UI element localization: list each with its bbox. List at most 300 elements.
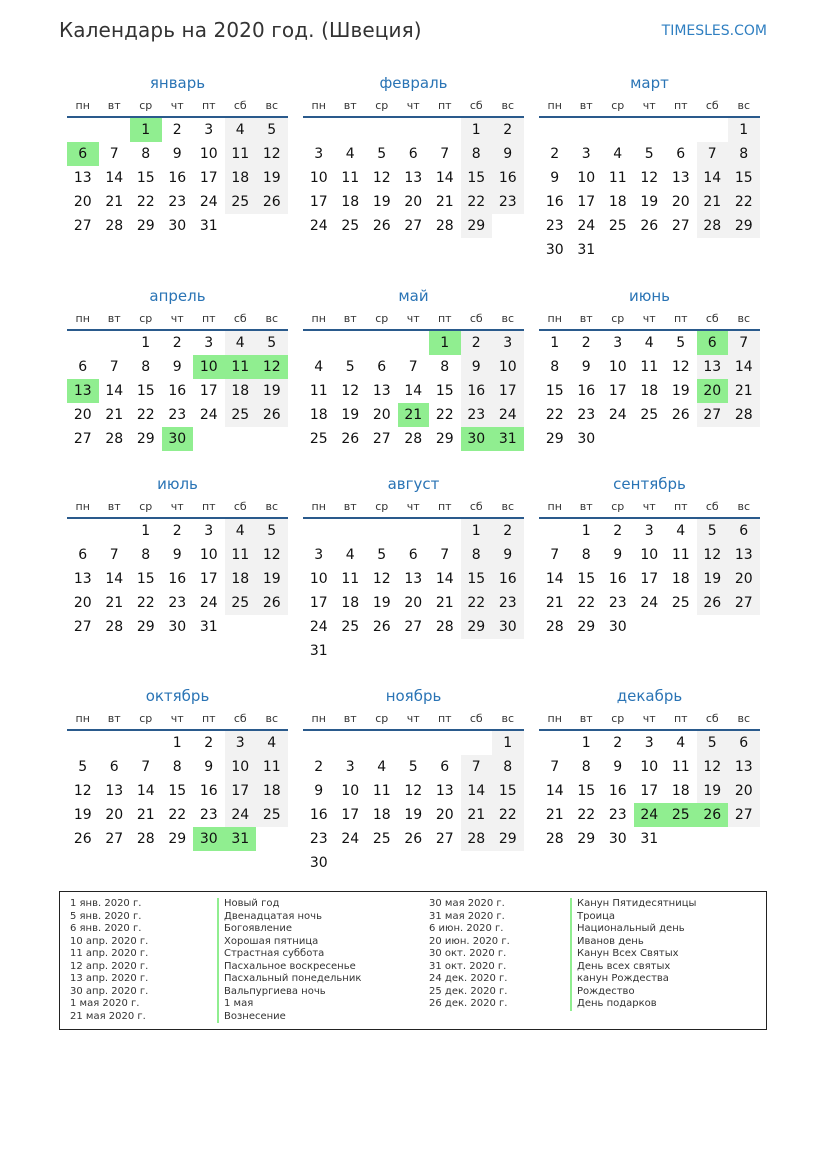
- day-cell: 29: [435, 431, 454, 447]
- weekday-label: вт: [107, 500, 121, 513]
- day-cell: 26: [372, 218, 391, 234]
- day-cell: 29: [492, 827, 524, 851]
- day-cell: 24: [199, 407, 218, 423]
- legend-date: 11 апр. 2020 г.: [70, 948, 149, 959]
- weekday-label: вс: [265, 312, 279, 325]
- weekday-header: [539, 497, 760, 519]
- day-cell: 8: [461, 543, 493, 567]
- month-title: февраль: [379, 74, 448, 92]
- month-2: [303, 72, 524, 238]
- day-cell: 27: [697, 403, 729, 427]
- weekday-label: ср: [611, 99, 625, 112]
- day-cell: 27: [73, 218, 92, 234]
- day-cell: 31: [577, 242, 596, 258]
- weekday-label: чт: [170, 312, 184, 325]
- day-cell: 14: [105, 571, 124, 587]
- day-cell: 3: [644, 735, 654, 751]
- day-cell: 30: [608, 619, 627, 635]
- legend-holiday-name: 1 мая: [217, 998, 361, 1011]
- month-title: май: [398, 287, 429, 305]
- legend-holiday-name: День подарков: [570, 998, 696, 1011]
- holiday-day: 21: [398, 403, 430, 427]
- day-cell: 18: [608, 194, 627, 210]
- day-cell: 20: [105, 807, 124, 823]
- day-cell: 17: [199, 383, 218, 399]
- day-cell: 2: [204, 735, 214, 751]
- day-cell: 21: [545, 595, 564, 611]
- day-cell: 28: [545, 619, 564, 635]
- legend-date: 6 янв. 2020 г.: [70, 923, 142, 934]
- day-cell: 14: [545, 571, 564, 587]
- day-cell: 14: [697, 166, 729, 190]
- day-cell: 11: [671, 547, 690, 563]
- day-cell: 4: [613, 146, 623, 162]
- day-cell: 26: [256, 591, 288, 615]
- day-cell: 27: [105, 831, 124, 847]
- day-cell: 7: [109, 146, 119, 162]
- day-cell: 19: [341, 407, 360, 423]
- weekday-label: чт: [642, 312, 656, 325]
- day-cell: 1: [581, 523, 591, 539]
- day-cell: 5: [345, 359, 355, 375]
- weekday-label: сб: [705, 99, 719, 112]
- empty-cell: [539, 731, 571, 755]
- day-cell: 8: [581, 759, 591, 775]
- legend-holiday-name: Вальпургиева ночь: [217, 986, 361, 999]
- day-cell: 17: [341, 807, 360, 823]
- legend-holiday-name: Хорошая пятница: [217, 936, 361, 949]
- empty-cell: [335, 731, 367, 755]
- holiday-day: 25: [665, 803, 697, 827]
- day-cell: 7: [408, 359, 418, 375]
- weekday-label: пт: [437, 99, 452, 112]
- day-cell: 21: [105, 194, 124, 210]
- day-cell: 23: [608, 807, 627, 823]
- day-cell: 30: [545, 242, 564, 258]
- empty-cell: [99, 731, 131, 755]
- legend-holiday-name: Вознесение: [217, 1011, 361, 1024]
- day-cell: 9: [550, 170, 560, 186]
- holiday-day: 1: [130, 118, 162, 142]
- day-cell: 30: [577, 431, 596, 447]
- day-cell: 17: [309, 595, 328, 611]
- day-cell: 2: [172, 523, 182, 539]
- empty-cell: [634, 118, 666, 142]
- day-grid: [67, 331, 288, 451]
- weekday-header: [67, 309, 288, 331]
- day-cell: 29: [168, 831, 187, 847]
- day-cell: 16: [168, 383, 187, 399]
- empty-cell: [398, 519, 430, 543]
- day-cell: 30: [492, 615, 524, 639]
- day-cell: 21: [697, 190, 729, 214]
- empty-cell: [398, 118, 430, 142]
- day-cell: 31: [309, 643, 328, 659]
- day-cell: 25: [640, 407, 659, 423]
- day-cell: 7: [109, 359, 119, 375]
- day-cell: 2: [172, 122, 182, 138]
- day-cell: 16: [168, 170, 187, 186]
- day-cell: 13: [404, 571, 423, 587]
- weekday-label: вт: [107, 99, 121, 112]
- month-title: март: [630, 74, 669, 92]
- day-cell: 20: [671, 194, 690, 210]
- day-cell: 22: [435, 407, 454, 423]
- empty-cell: [67, 331, 99, 355]
- day-cell: 3: [204, 335, 214, 351]
- month-title: август: [387, 475, 440, 493]
- weekday-label: вт: [343, 312, 357, 325]
- day-cell: 27: [671, 218, 690, 234]
- day-cell: 10: [309, 170, 328, 186]
- site-link[interactable]: TIMESLES.COM: [661, 23, 767, 39]
- legend-holiday-name: Национальный день: [570, 923, 696, 936]
- weekday-label: пн: [311, 99, 326, 112]
- day-cell: 26: [404, 831, 423, 847]
- day-cell: 28: [435, 619, 454, 635]
- empty-cell: [335, 118, 367, 142]
- day-cell: 1: [172, 735, 182, 751]
- day-cell: 7: [728, 331, 760, 355]
- weekday-label: вт: [579, 712, 593, 725]
- day-cell: 6: [728, 731, 760, 755]
- legend-holiday-name: Иванов день: [570, 936, 696, 949]
- weekday-label: пн: [547, 312, 562, 325]
- month-title: июнь: [628, 287, 671, 305]
- day-cell: 17: [199, 571, 218, 587]
- day-cell: 15: [728, 166, 760, 190]
- day-cell: 16: [461, 379, 493, 403]
- day-cell: 22: [577, 807, 596, 823]
- day-cell: 2: [550, 146, 560, 162]
- weekday-label: вт: [579, 99, 593, 112]
- day-cell: 12: [256, 142, 288, 166]
- day-cell: 25: [372, 831, 391, 847]
- day-cell: 22: [136, 407, 155, 423]
- day-grid: [539, 731, 760, 851]
- day-cell: 19: [372, 595, 391, 611]
- day-cell: 14: [105, 170, 124, 186]
- weekday-label: вс: [501, 99, 515, 112]
- weekday-header: [303, 96, 524, 118]
- weekday-label: ср: [375, 99, 389, 112]
- weekday-label: чт: [642, 99, 656, 112]
- empty-cell: [429, 519, 461, 543]
- day-cell: 15: [136, 170, 155, 186]
- weekday-label: пт: [201, 99, 216, 112]
- legend-holiday-name: Двенадцатая ночь: [217, 911, 361, 924]
- empty-cell: [366, 519, 398, 543]
- weekday-label: сб: [705, 500, 719, 513]
- day-cell: 23: [492, 591, 524, 615]
- weekday-label: пн: [75, 99, 90, 112]
- empty-cell: [335, 331, 367, 355]
- day-cell: 2: [492, 519, 524, 543]
- day-cell: 13: [671, 170, 690, 186]
- weekday-label: вс: [501, 712, 515, 725]
- month-title: январь: [149, 74, 206, 92]
- day-cell: 3: [644, 523, 654, 539]
- day-cell: 13: [697, 355, 729, 379]
- weekday-label: сб: [469, 712, 483, 725]
- day-cell: 18: [671, 571, 690, 587]
- legend-date: 1 янв. 2020 г.: [70, 898, 142, 909]
- day-cell: 18: [225, 379, 257, 403]
- empty-cell: [99, 519, 131, 543]
- day-cell: 27: [404, 619, 423, 635]
- weekday-label: вс: [501, 500, 515, 513]
- day-cell: 1: [581, 735, 591, 751]
- weekday-header: [539, 709, 760, 731]
- empty-cell: [130, 731, 162, 755]
- weekday-label: ср: [139, 500, 153, 513]
- weekday-label: пн: [75, 500, 90, 513]
- day-cell: 28: [404, 431, 423, 447]
- day-cell: 29: [136, 619, 155, 635]
- day-cell: 8: [141, 547, 151, 563]
- day-cell: 20: [435, 807, 454, 823]
- day-cell: 9: [204, 759, 214, 775]
- day-cell: 8: [141, 146, 151, 162]
- weekday-label: сб: [233, 312, 247, 325]
- day-cell: 21: [105, 595, 124, 611]
- weekday-label: вс: [265, 500, 279, 513]
- day-cell: 18: [640, 383, 659, 399]
- day-cell: 26: [341, 431, 360, 447]
- day-cell: 22: [577, 595, 596, 611]
- day-cell: 26: [256, 403, 288, 427]
- day-cell: 4: [676, 523, 686, 539]
- weekday-header: [539, 96, 760, 118]
- day-cell: 7: [141, 759, 151, 775]
- day-cell: 1: [461, 519, 493, 543]
- day-cell: 9: [461, 355, 493, 379]
- weekday-label: пт: [673, 712, 688, 725]
- month-title: ноябрь: [385, 687, 442, 705]
- day-cell: 23: [608, 595, 627, 611]
- legend-date: 30 окт. 2020 г.: [429, 948, 507, 959]
- day-cell: 18: [372, 807, 391, 823]
- day-cell: 7: [461, 755, 493, 779]
- empty-cell: [697, 118, 729, 142]
- weekday-label: вс: [737, 500, 751, 513]
- day-cell: 22: [728, 190, 760, 214]
- weekday-label: вс: [737, 712, 751, 725]
- day-cell: 29: [461, 615, 493, 639]
- month-5: [303, 285, 524, 451]
- weekday-label: вт: [579, 500, 593, 513]
- weekday-label: пн: [75, 712, 90, 725]
- day-cell: 27: [404, 218, 423, 234]
- legend-date: 10 апр. 2020 г.: [70, 935, 149, 947]
- month-title: октябрь: [145, 687, 210, 705]
- day-cell: 23: [492, 190, 524, 214]
- day-cell: 16: [492, 166, 524, 190]
- day-cell: 22: [461, 190, 493, 214]
- day-grid: [539, 519, 760, 639]
- weekday-label: сб: [233, 99, 247, 112]
- day-cell: 15: [492, 779, 524, 803]
- weekday-label: чт: [170, 500, 184, 513]
- day-cell: 29: [728, 214, 760, 238]
- legend-date: 24 дек. 2020 г.: [429, 973, 508, 984]
- legend-holiday-name: Богоявление: [217, 923, 361, 936]
- day-cell: 21: [435, 194, 454, 210]
- day-cell: 20: [728, 567, 760, 591]
- day-cell: 7: [550, 759, 560, 775]
- day-cell: 10: [225, 755, 257, 779]
- day-cell: 10: [577, 170, 596, 186]
- weekday-label: вт: [343, 712, 357, 725]
- day-cell: 28: [461, 827, 493, 851]
- day-cell: 8: [550, 359, 560, 375]
- holiday-legend: [59, 891, 767, 1030]
- legend-date: 1 мая 2020 г.: [70, 998, 140, 1009]
- day-cell: 8: [141, 359, 151, 375]
- holiday-day: 30: [162, 427, 194, 451]
- day-cell: 24: [309, 218, 328, 234]
- day-cell: 22: [545, 407, 564, 423]
- day-cell: 9: [613, 547, 623, 563]
- day-cell: 4: [225, 118, 257, 142]
- weekday-label: ср: [611, 712, 625, 725]
- day-cell: 20: [73, 595, 92, 611]
- legend-holiday-name: Рождество: [570, 986, 696, 999]
- weekday-label: пт: [673, 500, 688, 513]
- day-cell: 11: [671, 759, 690, 775]
- day-cell: 16: [608, 571, 627, 587]
- day-cell: 11: [640, 359, 659, 375]
- weekday-label: чт: [642, 712, 656, 725]
- day-cell: 13: [435, 783, 454, 799]
- day-cell: 17: [640, 571, 659, 587]
- day-cell: 26: [697, 591, 729, 615]
- holiday-day: 30: [193, 827, 225, 851]
- day-cell: 25: [309, 431, 328, 447]
- day-cell: 24: [225, 803, 257, 827]
- day-cell: 6: [408, 547, 418, 563]
- day-cell: 29: [545, 431, 564, 447]
- day-cell: 18: [256, 779, 288, 803]
- weekday-label: сб: [705, 712, 719, 725]
- day-cell: 15: [461, 567, 493, 591]
- weekday-header: [303, 309, 524, 331]
- day-cell: 16: [608, 783, 627, 799]
- day-cell: 7: [697, 142, 729, 166]
- day-cell: 4: [345, 146, 355, 162]
- day-cell: 30: [309, 855, 328, 871]
- weekday-label: ср: [375, 312, 389, 325]
- day-cell: 26: [256, 190, 288, 214]
- day-cell: 27: [73, 619, 92, 635]
- day-cell: 1: [550, 335, 560, 351]
- day-cell: 31: [199, 218, 218, 234]
- page-title: Календарь на 2020 год. (Швеция): [59, 18, 422, 42]
- day-cell: 24: [577, 218, 596, 234]
- weekday-label: пт: [201, 312, 216, 325]
- legend-date: 31 окт. 2020 г.: [429, 960, 507, 972]
- day-cell: 4: [314, 359, 324, 375]
- legend-date: 30 мая 2020 г.: [429, 898, 505, 909]
- day-cell: 16: [577, 383, 596, 399]
- day-cell: 3: [314, 146, 324, 162]
- weekday-header: [67, 709, 288, 731]
- day-cell: 28: [697, 214, 729, 238]
- legend-date: 31 мая 2020 г.: [429, 910, 505, 922]
- day-cell: 23: [168, 194, 187, 210]
- day-cell: 20: [73, 194, 92, 210]
- day-cell: 15: [136, 571, 155, 587]
- empty-cell: [67, 731, 99, 755]
- day-cell: 23: [545, 218, 564, 234]
- legend-date: 6 июн. 2020 г.: [429, 923, 504, 934]
- day-cell: 4: [644, 335, 654, 351]
- day-cell: 11: [256, 755, 288, 779]
- day-cell: 11: [225, 142, 257, 166]
- month-title: апрель: [149, 287, 206, 305]
- day-cell: 10: [199, 146, 218, 162]
- day-cell: 29: [577, 619, 596, 635]
- legend-holiday-name: канун Рождества: [570, 973, 696, 986]
- empty-cell: [571, 118, 603, 142]
- weekday-label: чт: [406, 712, 420, 725]
- day-cell: 20: [404, 595, 423, 611]
- legend-date: 26 дек. 2020 г.: [429, 998, 508, 1009]
- day-cell: 28: [435, 218, 454, 234]
- empty-cell: [665, 118, 697, 142]
- day-cell: 8: [492, 755, 524, 779]
- month-11: [303, 685, 524, 875]
- weekday-label: вс: [501, 312, 515, 325]
- day-cell: 2: [314, 759, 324, 775]
- month-7: [67, 473, 288, 639]
- day-cell: 10: [199, 547, 218, 563]
- day-cell: 29: [136, 431, 155, 447]
- day-cell: 24: [640, 595, 659, 611]
- weekday-label: пн: [75, 312, 90, 325]
- legend-dates-1: [70, 898, 148, 1023]
- weekday-label: вс: [737, 99, 751, 112]
- day-cell: 7: [440, 146, 450, 162]
- legend-holiday-name: Новый год: [217, 898, 361, 911]
- day-cell: 30: [168, 619, 187, 635]
- day-cell: 2: [492, 118, 524, 142]
- day-cell: 14: [728, 355, 760, 379]
- day-cell: 5: [377, 547, 387, 563]
- day-cell: 8: [172, 759, 182, 775]
- day-cell: 10: [309, 571, 328, 587]
- legend-date: 5 янв. 2020 г.: [70, 910, 142, 922]
- day-cell: 17: [309, 194, 328, 210]
- day-cell: 24: [199, 595, 218, 611]
- day-cell: 18: [225, 567, 257, 591]
- day-cell: 24: [492, 403, 524, 427]
- day-cell: 16: [199, 783, 218, 799]
- day-cell: 31: [640, 831, 659, 847]
- day-cell: 11: [341, 170, 360, 186]
- day-cell: 20: [372, 407, 391, 423]
- legend-holiday-name: Пасхальное воскресенье: [217, 961, 361, 974]
- empty-cell: [99, 118, 131, 142]
- day-cell: 22: [168, 807, 187, 823]
- day-cell: 19: [404, 807, 423, 823]
- weekday-label: вс: [265, 712, 279, 725]
- empty-cell: [303, 118, 335, 142]
- weekday-label: чт: [406, 99, 420, 112]
- day-cell: 2: [172, 335, 182, 351]
- day-cell: 18: [309, 407, 328, 423]
- weekday-label: сб: [469, 312, 483, 325]
